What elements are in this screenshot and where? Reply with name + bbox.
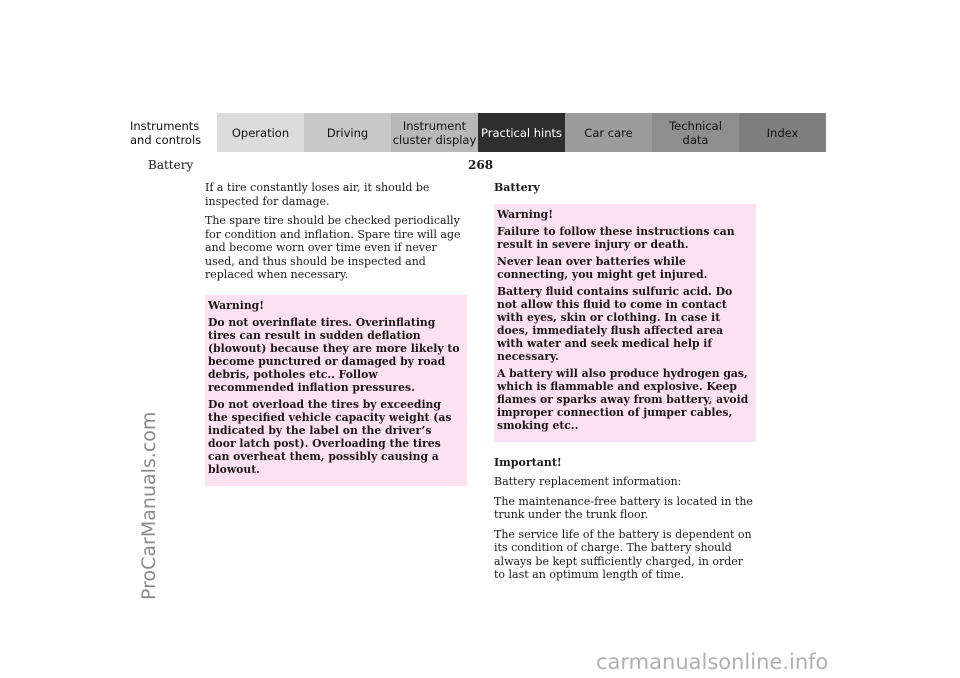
warning-text: Do not overload the tires by exceeding the specified vehicle capacity weight (as indicated by the label on the driver’s door latch post). Overloading the tires can overheat them, possibly causing a blowout. bbox=[208, 397, 452, 476]
tab-index[interactable]: Index bbox=[739, 113, 826, 152]
chapter-nav-tabs bbox=[130, 113, 826, 152]
footer-watermark: carmanualsonline.info bbox=[596, 650, 829, 674]
warning-title: Warning! bbox=[497, 207, 553, 221]
tab-car-care[interactable]: Car care bbox=[565, 113, 652, 152]
tire-warning-box bbox=[205, 295, 467, 486]
warning-text: Never lean over batteries while connecting, you might get injured. bbox=[497, 254, 708, 281]
important-label: Important! bbox=[494, 455, 562, 469]
section-title: Battery bbox=[148, 158, 194, 172]
battery-heading: Battery bbox=[494, 181, 540, 194]
left-paragraph: If a tire constantly loses air, it should be inspected for damage. bbox=[205, 181, 430, 208]
tab-instruments-and-controls[interactable]: Instruments and controls bbox=[130, 113, 217, 152]
warning-text: Do not overinflate tires. Overinflating tires can result in sudden deflation (blowout) because they are more likely to become punctured or damaged by road debris, potholes etc.. Follow recommended inflation pressures. bbox=[208, 315, 460, 394]
sidebar-watermark: ProCarManuals.com bbox=[138, 411, 160, 600]
right-paragraph: The maintenance-free battery is located in the trunk under the trunk floor. bbox=[494, 494, 753, 521]
battery-warning-box bbox=[494, 204, 756, 442]
tab-driving[interactable]: Driving bbox=[304, 113, 391, 152]
left-paragraph: The spare tire should be checked periodically for condition and inflation. Spare tire will age and become worn over time even if never used, and thus should be inspected and replaced when necessary. bbox=[205, 214, 461, 281]
warning-text: Failure to follow these instructions can result in severe injury or death. bbox=[497, 224, 735, 251]
left-column bbox=[205, 181, 467, 486]
tab-practical-hints[interactable]: Practical hints bbox=[478, 113, 565, 152]
tab-technical-data[interactable]: Technical data bbox=[652, 113, 739, 152]
right-paragraph: Battery replacement information: bbox=[494, 475, 682, 488]
page-number: 268 bbox=[468, 158, 494, 172]
tab-instrument-cluster-display[interactable]: Instrument cluster display bbox=[391, 113, 478, 152]
right-paragraph: The service life of the battery is dependent on its condition of charge. The battery should always be kept sufficiently charged, in order to last an optimum length of time. bbox=[494, 527, 752, 581]
warning-title: Warning! bbox=[208, 298, 264, 312]
right-column bbox=[494, 181, 756, 588]
warning-text: Battery fluid contains sulfuric acid. Do not allow this fluid to come in contact with eyes, skin or clothing. In case it does, immediately flush affected area with water and seek medical help if necessary. bbox=[497, 284, 733, 363]
warning-text: A battery will also produce hydrogen gas, which is flammable and explosive. Keep flames or sparks away from battery, avoid improper connection of jumper cables, smoking etc.. bbox=[497, 366, 749, 432]
tab-operation[interactable]: Operation bbox=[217, 113, 304, 152]
